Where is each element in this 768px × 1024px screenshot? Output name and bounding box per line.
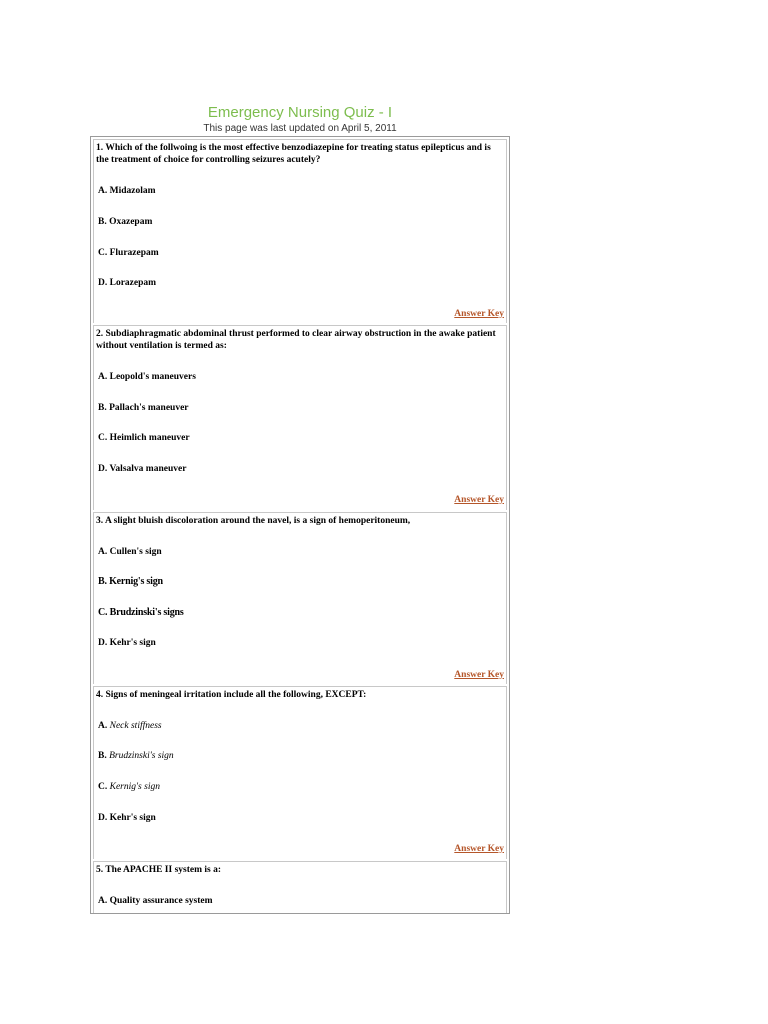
question-2 — [93, 325, 507, 510]
answer-key-link-3[interactable]: Answer Key — [454, 670, 504, 680]
question-2-option-d: D. Valsalva maneuver — [98, 464, 187, 474]
answer-key-link-1[interactable]: Answer Key — [454, 309, 504, 319]
question-4-text: 4. Signs of meningeal irritation include all the following, EXCEPT: — [96, 690, 367, 700]
question-1 — [93, 139, 507, 323]
question-4-option-d: D. Kehr's sign — [98, 813, 156, 823]
question-1-option-b: B. Oxazepam — [98, 217, 153, 227]
question-4-option-b — [98, 750, 174, 762]
question-2-option-b: B. Pallach's maneuver — [98, 403, 189, 413]
question-2-option-a: A. Leopold's maneuvers — [98, 372, 196, 382]
page-header — [90, 104, 510, 135]
question-4-option-b-prefix: B. — [98, 751, 110, 761]
question-5-option-a: A. Quality assurance system — [98, 896, 213, 906]
question-1-option-a: A. Midazolam — [98, 186, 156, 196]
question-4 — [93, 686, 507, 859]
question-4-option-b-text: Brudzinski's sign — [109, 751, 174, 761]
question-1-text: 1. Which of the follwoing is the most effective benzodiazepine for treating status epilepticus and is the treatment of choice for controlling seizures acutely? — [96, 143, 491, 165]
question-4-option-a-text: Neck stiffness — [109, 721, 162, 731]
question-3-option-c: C. Brudzinski's signs — [98, 607, 184, 618]
quiz-frame — [90, 136, 510, 914]
answer-key-link-2[interactable]: Answer Key — [454, 495, 504, 505]
last-updated-text: This page was last updated on April 5, 2011 — [203, 123, 397, 134]
question-3-option-a: A. Cullen's sign — [98, 547, 162, 557]
question-4-option-a — [98, 720, 162, 732]
question-3-option-d: D. Kehr's sign — [98, 638, 156, 648]
question-2-option-c: C. Heimlich maneuver — [98, 433, 190, 443]
question-2-text: 2. Subdiaphragmatic abdominal thrust performed to clear airway obstruction in the awake patient without ventilation is termed as: — [96, 329, 496, 351]
question-3 — [93, 512, 507, 684]
question-1-option-d: D. Lorazepam — [98, 278, 157, 288]
question-4-option-a-prefix: A. — [98, 721, 110, 731]
answer-key-link-4[interactable]: Answer Key — [454, 844, 504, 854]
question-3-text: 3. A slight bluish discoloration around the navel, is a sign of hemoperitoneum, — [96, 516, 411, 526]
question-4-option-c-prefix: C. — [98, 782, 110, 792]
question-5 — [93, 861, 507, 914]
page-title: Emergency Nursing Quiz - I — [207, 104, 393, 121]
question-3-option-b: B. Kernig's sign — [98, 576, 163, 587]
question-5-text: 5. The APACHE II system is a: — [96, 865, 222, 875]
question-1-option-c: C. Flurazepam — [98, 248, 159, 258]
question-4-option-c — [98, 781, 160, 793]
question-4-option-c-text: Kernig's sign — [109, 782, 160, 792]
